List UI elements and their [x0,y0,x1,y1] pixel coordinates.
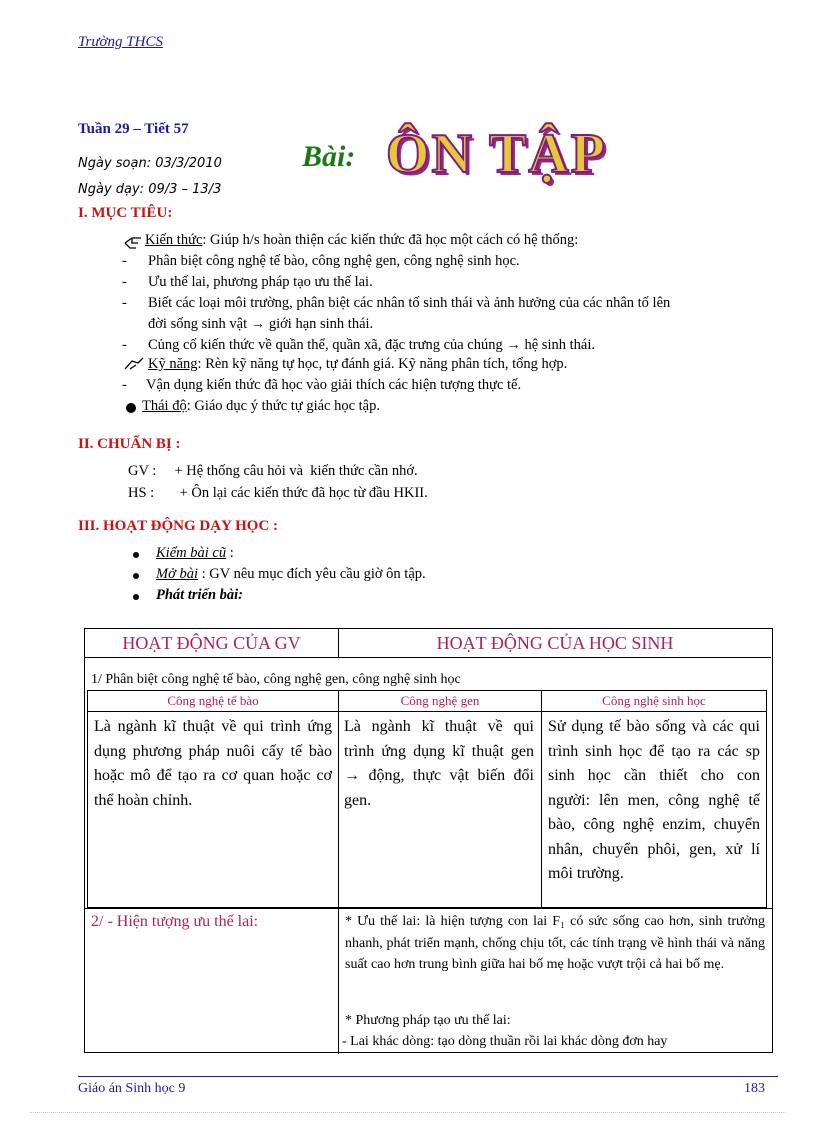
col1-header: HOẠT ĐỘNG CỦA GV [85,629,339,658]
knowledge-text: : Giúp h/s hoàn thiện các kiến thức đã học một cách có hệ thống: [202,232,579,248]
attitude-line [142,398,380,415]
part2-method-item: - Lai khác dòng: tạo dòng thuần rồi lai khác dòng đơn hay [342,1034,668,1049]
lesson-prefix: Bài: [302,140,356,173]
prep-date: Ngày soạn: 03/3/2010 [78,156,222,171]
bullet-icon [126,403,136,413]
lesson-title: ÔN TẬP [386,123,607,185]
skill-line [148,356,567,373]
knowledge-label: Kiến thức [145,232,203,248]
old-check-line [156,545,234,562]
comparison-table [87,690,767,908]
attitude-label: Thái độ [142,398,187,414]
hs-prep: HS : + Ôn lại các kiến thức đã học từ đầu HKII. [128,485,428,501]
dash: - [122,295,127,311]
part2-method-title: * Phương pháp tạo ưu thế lai: [345,1013,511,1028]
attitude-text: : Giáo dục ý thức tự giác học tập. [186,398,380,414]
knowledge-line [145,232,578,249]
knowledge-item: Biết các loại môi trường, phân biệt các nhân tố sinh thái và ảnh hưởng của các nhân tố lên [148,295,671,311]
dash: - [122,253,127,269]
writing-hand-icon [124,357,144,371]
part2-title: 2/ - Hiện tượng ưu thế lai: [91,913,259,930]
pointing-hand-icon [124,236,142,250]
intro-label: Mở bài [156,566,198,582]
skill-item: Vận dụng kiến thức đã học vào giải thích các hiện tượng thực tế. [146,377,522,393]
dash: - [122,337,127,353]
cell-cong-nghe-te-bao: Là ngành kĩ thuật về qui trình ứng dụng phương pháp nuôi cấy tế bào hoặc mô để tạo ra cơ quan hoặc cơ thể hoàn chỉnh. [94,718,332,809]
dash: - [122,274,127,290]
knowledge-item: Phân biệt công nghệ tế bào, công nghệ gen, công nghệ sinh học. [148,253,520,269]
bullet-icon [133,552,139,558]
intro-line [156,566,426,583]
page-number: 183 [744,1081,765,1096]
footer-course: Giáo án Sinh học 9 [78,1081,186,1096]
intro-text: : GV nêu mục đích yêu cầu giờ ôn tập. [197,566,426,582]
teach-date: Ngày dạy: 09/3 – 13/3 [78,182,222,197]
cell-cong-nghe-gen: Là ngành kĩ thuật về qui trình ứng dụng kĩ thuật gen → động, thực vật biến đổi gen. [344,718,534,809]
inner-header: Công nghệ tế bào [167,693,259,708]
old-check-text: : [226,545,234,561]
old-check-label: Kiểm bài cũ [156,545,227,561]
knowledge-item: Ưu thế lai, phương pháp tạo ưu thế lai. [148,274,373,290]
cell-cong-nghe-sinh-hoc: Sử dụng tế bào sống và các qui trình sinh học để tạo ra các sp sinh học cần thiết cho con người: lên men, công nghệ tế bào, công nghệ enzim, chuyển nhân, chuyển phôi, gen, xử lí môi trường. [548,718,760,882]
skill-label: Kỹ năng [148,356,198,372]
page-edge [30,1112,786,1113]
bullet-icon [133,594,139,600]
part1-title: 1/ Phân biệt công nghệ tế bào, công nghệ gen, công nghệ sinh học [91,672,461,687]
inner-header: Công nghệ gen [400,693,480,708]
bullet-icon [133,573,139,579]
dash: - [122,377,127,393]
section-1-title: I. MỤC TIÊU: [78,205,173,221]
knowledge-item: Củng cố kiến thức về quần thể, quần xã, đặc trưng của chúng → hệ sinh thái. [148,337,595,353]
activity-table [84,628,773,1053]
skill-text: : Rèn kỹ năng tự học, tự đánh giá. Kỹ năng phân tích, tổng hợp. [197,356,568,372]
footer-divider [78,1076,778,1077]
section-2-title: II. CHUẨN BỊ : [78,436,181,452]
section-3-title: III. HOẠT ĐỘNG DẠY HỌC : [78,518,279,534]
part2-definition: * Ưu thế lai: là hiện tượng con lai F₁ có sức sống cao hơn, sinh trưởng nhanh, phát triển mạnh, chống chịu tốt, các tính trạng về hình thái và năng suất cao hơn trung bình giữa hai bố mẹ hoặc vượt trội cả hai bố mẹ. [345,914,765,972]
school-name: Trường THCS [78,34,163,50]
inner-header: Công nghệ sinh học [602,693,706,708]
week-lesson: Tuần 29 – Tiết 57 [78,121,189,137]
col2-header: HOẠT ĐỘNG CỦA HỌC SINH [339,629,771,658]
knowledge-item: đời sống sinh vật → giới hạn sinh thái. [148,316,374,332]
gv-prep: GV : + Hệ thống câu hỏi và kiến thức cần nhớ. [128,463,418,479]
develop-label: Phát triển bài: [156,587,244,603]
